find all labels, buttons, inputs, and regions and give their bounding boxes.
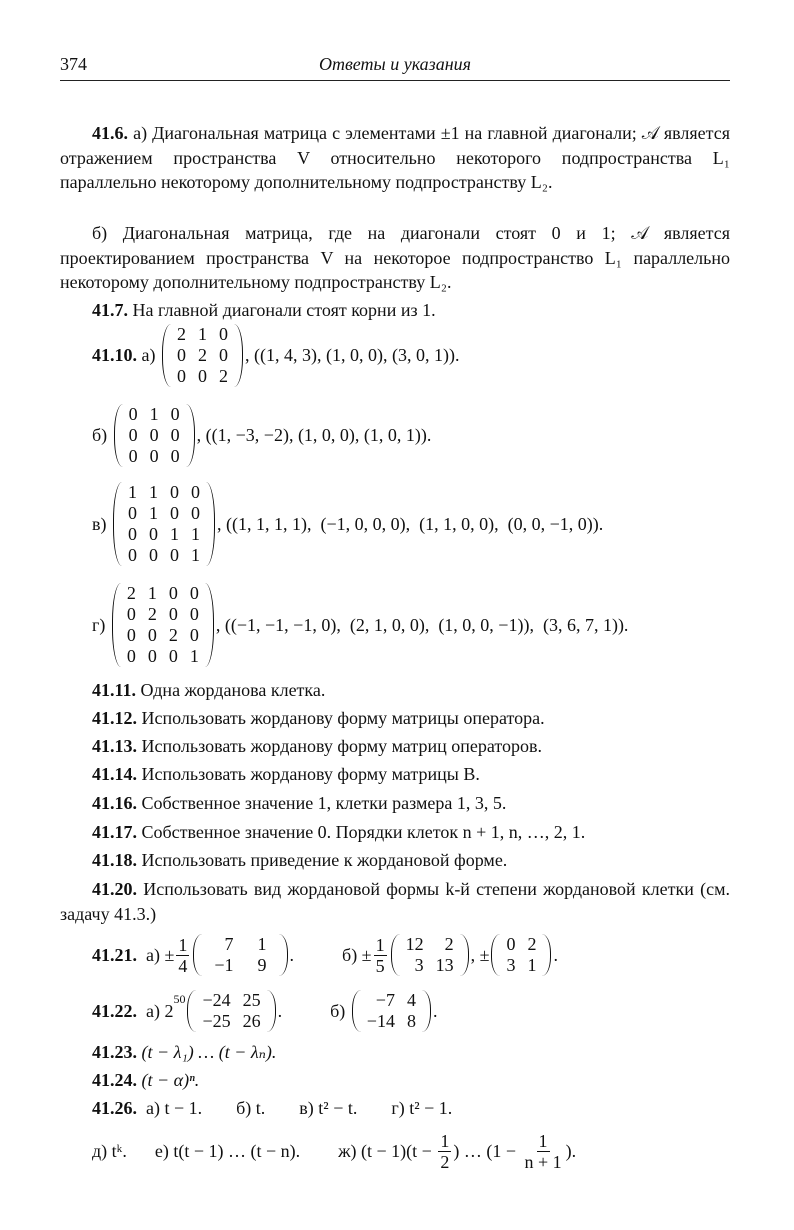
matrix-cell: 13: [435, 955, 454, 975]
matrix: [162, 324, 243, 387]
answer-number: 41.11.: [92, 680, 137, 700]
right-paren: [279, 934, 288, 976]
matrix-cell: 8: [406, 1011, 416, 1031]
part-label: а) 2: [146, 1000, 174, 1021]
matrix-cell: 0: [149, 424, 159, 445]
left-paren: [391, 934, 400, 976]
matrix-cell: 0: [126, 604, 136, 624]
matrix: [491, 934, 551, 976]
answer-41-10-g: [60, 579, 762, 671]
answer-41-23: [60, 1040, 730, 1065]
matrix-cell: 2: [197, 344, 207, 365]
part-a: а) t − 1.: [146, 1097, 203, 1118]
matrix-cell: 1: [149, 482, 158, 502]
matrix-cell: 0: [170, 545, 179, 565]
matrix-body: [123, 404, 186, 467]
matrix-row: [122, 503, 206, 524]
matrix-cell: 0: [170, 445, 180, 466]
answer-number: 41.26.: [92, 1097, 137, 1118]
right-paren: [422, 990, 431, 1032]
page-header: [60, 54, 730, 81]
part-label: б): [330, 1000, 346, 1021]
matrix-row: [122, 482, 206, 503]
punct: .: [277, 1000, 283, 1021]
answer-text: б) Диагональная матрица, где на диагонали стоят 0 и 1; 𝒜 является проектированием пространства V на некоторое подпространство L₁ параллельно некоторому дополнительному подпространству L₂.: [60, 223, 730, 292]
punct: , ±: [470, 944, 490, 965]
answer-number: 41.21.: [92, 944, 137, 965]
fraction: [438, 1131, 451, 1172]
matrix-row: [122, 545, 206, 566]
left-paren: [193, 934, 202, 976]
answer-text: Одна жорданова клетка.: [140, 680, 326, 700]
matrix-row: [171, 345, 234, 366]
part-label: г): [92, 614, 106, 635]
matrix-cell: 1: [191, 524, 200, 544]
answer-number: 41.24.: [92, 1070, 137, 1090]
matrix-body: [196, 990, 266, 1032]
answer-number: 41.12.: [92, 708, 137, 728]
answer-item: [60, 791, 730, 816]
part-v: в) t² − t.: [299, 1097, 358, 1118]
matrix-cell: 2: [168, 625, 178, 645]
matrix-body: [500, 934, 542, 976]
matrix-cell: 2: [126, 583, 136, 603]
answer-number: 41.6.: [92, 123, 128, 143]
matrix-cell: 2: [176, 323, 186, 344]
answer-text: На главной диагонали стоят корни из 1.: [132, 300, 436, 320]
matrix-cell: 0: [147, 646, 157, 666]
answer-item: [60, 762, 730, 787]
matrix-cell: 1: [149, 403, 159, 424]
matrix-cell: 0: [218, 323, 228, 344]
matrix-cell: 0: [168, 583, 178, 603]
matrix-cell: 1: [257, 934, 267, 954]
left-paren: [162, 324, 171, 387]
matrix-row: [202, 934, 278, 955]
matrix-cell: 0: [197, 365, 207, 386]
matrix-cell: 0: [128, 403, 138, 424]
matrix-cell: 0: [126, 625, 136, 645]
matrix-row: [171, 324, 234, 345]
right-paren: [186, 404, 195, 467]
matrix-cell: 1: [128, 482, 137, 502]
matrix-cell: 0: [176, 344, 186, 365]
matrix-cell: 0: [128, 424, 138, 445]
matrix-cell: 0: [191, 503, 200, 523]
answer-text: Использовать вид жордановой формы k-й степени жордановой клетки (см. задачу 41.3.): [60, 879, 730, 924]
matrix-row: [400, 955, 460, 976]
matrix-cell: 0: [189, 583, 199, 603]
answer-text: а) Диагональная матрица с элементами ±1 на главной диагонали; 𝒜 является отражением пространства V относительно некоторого подпространства L₁ параллельно некоторому дополнительному подпространству L₂.: [60, 123, 731, 192]
matrix-cell: 0: [128, 445, 138, 466]
matrix-cell: 0: [128, 503, 137, 523]
answer-41-6-b: [60, 221, 730, 295]
matrix-row: [121, 604, 205, 625]
answer-41-10-v: [60, 478, 762, 570]
matrix-cell: 3: [506, 955, 516, 975]
right-paren: [542, 934, 551, 976]
answer-number: 41.7.: [92, 300, 128, 320]
page-number: 374: [60, 54, 87, 74]
matrix-cell: 9: [257, 955, 267, 975]
answer-text: Собственное значение 0. Порядки клеток n + 1, n, …, 2, 1.: [141, 822, 586, 842]
denominator: 2: [440, 1151, 450, 1172]
answer-number: 41.23.: [92, 1042, 137, 1062]
answer-item: [60, 678, 730, 703]
part-zh: ж) (t − 1)(t −: [338, 1140, 437, 1161]
matrix-row: [500, 934, 542, 955]
part-g: г) t² − 1.: [391, 1097, 453, 1118]
answer-item: [60, 734, 730, 759]
right-paren: [460, 934, 469, 976]
matrix-cell: 12: [405, 934, 424, 954]
part-label: а): [141, 344, 156, 365]
matrix-cell: 25: [242, 990, 261, 1010]
answer-number: 41.17.: [92, 822, 137, 842]
answer-41-10-a: [60, 319, 762, 391]
answer-text: Использовать жорданову форму матрицы оператора.: [141, 708, 545, 728]
matrix-cell: 1: [149, 503, 158, 523]
matrix-row: [202, 955, 278, 976]
right-paren: [234, 324, 243, 387]
matrix: [112, 583, 214, 667]
matrix-cell: 0: [191, 482, 200, 502]
fraction: [374, 935, 387, 976]
matrix: [114, 404, 195, 467]
matrix-body: [122, 482, 206, 566]
basis-text: , ((1, −3, −2), (1, 0, 0), (1, 0, 1)).: [196, 424, 432, 445]
matrix-cell: 2: [527, 934, 537, 954]
matrix-cell: 0: [128, 524, 137, 544]
denominator: 5: [375, 955, 385, 976]
answer-number: 41.22.: [92, 1000, 137, 1021]
answer-41-22: [60, 986, 762, 1036]
matrix-cell: 0: [128, 545, 137, 565]
matrix-cell: 0: [176, 365, 186, 386]
matrix-cell: 0: [189, 604, 199, 624]
numerator: 1: [440, 1130, 450, 1151]
matrix-cell: 7: [224, 934, 234, 954]
matrix-cell: 0: [149, 545, 158, 565]
answer-41-21: [60, 929, 762, 981]
matrix-cell: 2: [444, 934, 454, 954]
left-paren: [187, 990, 196, 1032]
part-d: д) tᵏ.: [92, 1140, 127, 1161]
right-paren: [267, 990, 276, 1032]
matrix-cell: 0: [170, 403, 180, 424]
answer-41-10-b: [60, 399, 762, 471]
answer-item: [60, 706, 730, 731]
numerator: 1: [538, 1130, 548, 1151]
matrix-cell: 1: [147, 583, 157, 603]
answer-41-6-a: [60, 121, 730, 195]
matrix-row: [122, 524, 206, 545]
matrix-row: [196, 1011, 266, 1032]
left-paren: [491, 934, 500, 976]
matrix-cell: −7: [375, 990, 395, 1010]
matrix-cell: 0: [147, 625, 157, 645]
matrix-cell: −14: [366, 1011, 395, 1031]
matrix-cell: 0: [506, 934, 516, 954]
matrix-cell: 0: [126, 646, 136, 666]
answer-41-24: [60, 1068, 730, 1093]
matrix-cell: 0: [170, 503, 179, 523]
matrix-row: [123, 446, 186, 467]
matrix-row: [171, 366, 234, 387]
matrix-row: [196, 990, 266, 1011]
answer-text: Использовать жорданову форму матриц операторов.: [141, 736, 543, 756]
matrix-cell: 1: [170, 524, 179, 544]
matrix-row: [121, 583, 205, 604]
matrix-cell: −25: [202, 1011, 231, 1031]
denominator: n + 1: [524, 1151, 562, 1172]
matrix: [193, 934, 287, 976]
matrix-row: [361, 1011, 422, 1032]
matrix-cell: 0: [149, 445, 159, 466]
answer-text: Использовать приведение к жордановой форме.: [141, 850, 508, 870]
matrix-cell: 0: [149, 524, 158, 544]
basis-text: , ((−1, −1, −1, 0), (2, 1, 0, 0), (1, 0, 0, −1)), (3, 6, 7, 1)).: [215, 614, 629, 635]
matrix-cell: 0: [168, 646, 178, 666]
matrix-cell: 4: [406, 990, 416, 1010]
answer-number: 41.18.: [92, 850, 137, 870]
punct: .: [553, 944, 558, 965]
left-paren: [352, 990, 361, 1032]
answer-text: (t − α)ⁿ.: [141, 1070, 200, 1090]
matrix-body: [400, 934, 460, 976]
matrix-cell: −24: [202, 990, 231, 1010]
matrix-row: [123, 425, 186, 446]
matrix-cell: 3: [414, 955, 424, 975]
matrix: [391, 934, 469, 976]
fraction: [522, 1131, 563, 1172]
punct: .: [432, 1000, 438, 1021]
matrix-body: [361, 990, 422, 1032]
left-paren: [112, 583, 121, 667]
answer-text: (t − λ₁) … (t − λₙ).: [141, 1042, 277, 1062]
part-zh-mid: ) … (1 −: [453, 1140, 521, 1161]
answer-text: Собственное значение 1, клетки размера 1, 3, 5.: [141, 793, 507, 813]
left-paren: [113, 482, 122, 566]
answer-number: 41.14.: [92, 764, 137, 784]
matrix-cell: −1: [214, 955, 234, 975]
answer-41-26-line1: [60, 1096, 762, 1120]
answer-item: [60, 848, 730, 873]
matrix: [187, 990, 275, 1032]
answer-41-26-line2: [60, 1128, 762, 1174]
matrix-cell: 26: [242, 1011, 261, 1031]
part-b: б) t.: [236, 1097, 266, 1118]
exponent: 50: [173, 992, 186, 1006]
matrix: [113, 482, 215, 566]
matrix-cell: 0: [168, 604, 178, 624]
basis-text: , ((1, 1, 1, 1), (−1, 0, 0, 0), (1, 1, 0, 0), (0, 0, −1, 0)).: [217, 513, 604, 534]
matrix-row: [121, 625, 205, 646]
matrix-cell: 1: [191, 545, 200, 565]
matrix-row: [121, 646, 205, 667]
matrix-cell: 0: [170, 424, 180, 445]
matrix-body: [121, 583, 205, 667]
matrix-body: [171, 324, 234, 387]
right-paren: [205, 583, 214, 667]
matrix: [352, 990, 431, 1032]
part-label: б): [92, 424, 108, 445]
matrix-row: [500, 955, 542, 976]
matrix-cell: 1: [527, 955, 537, 975]
matrix-cell: 0: [218, 344, 228, 365]
numerator: 1: [375, 934, 385, 955]
part-label: б) ±: [342, 944, 372, 965]
answer-number: 41.10.: [92, 344, 137, 365]
answer-number: 41.20.: [92, 879, 137, 899]
numerator: 1: [178, 934, 188, 955]
matrix-row: [123, 404, 186, 425]
matrix-row: [400, 934, 460, 955]
punct: .: [289, 944, 295, 965]
left-paren: [114, 404, 123, 467]
answer-41-20: [60, 877, 730, 926]
answer-item: [60, 820, 730, 845]
answer-text: Использовать жорданову форму матрицы B.: [141, 764, 480, 784]
basis-text: , ((1, 4, 3), (1, 0, 0), (3, 0, 1)).: [244, 344, 460, 365]
matrix-cell: 0: [189, 625, 199, 645]
part-label: а) ±: [146, 944, 175, 965]
matrix-cell: 1: [197, 323, 207, 344]
matrix-row: [361, 990, 422, 1011]
part-zh-end: ).: [565, 1140, 577, 1161]
right-paren: [206, 482, 215, 566]
matrix-cell: 0: [170, 482, 179, 502]
fraction: [176, 935, 189, 976]
running-title: Ответы и указания: [318, 54, 472, 74]
part-e: е) t(t − 1) … (t − n).: [154, 1140, 301, 1161]
matrix-cell: 2: [147, 604, 157, 624]
answer-number: 41.16.: [92, 793, 137, 813]
part-label: в): [92, 513, 107, 534]
matrix-cell: 1: [189, 646, 199, 666]
answer-number: 41.13.: [92, 736, 137, 756]
matrix-body: [202, 934, 278, 976]
matrix-cell: 2: [218, 365, 228, 386]
denominator: 4: [178, 955, 188, 976]
